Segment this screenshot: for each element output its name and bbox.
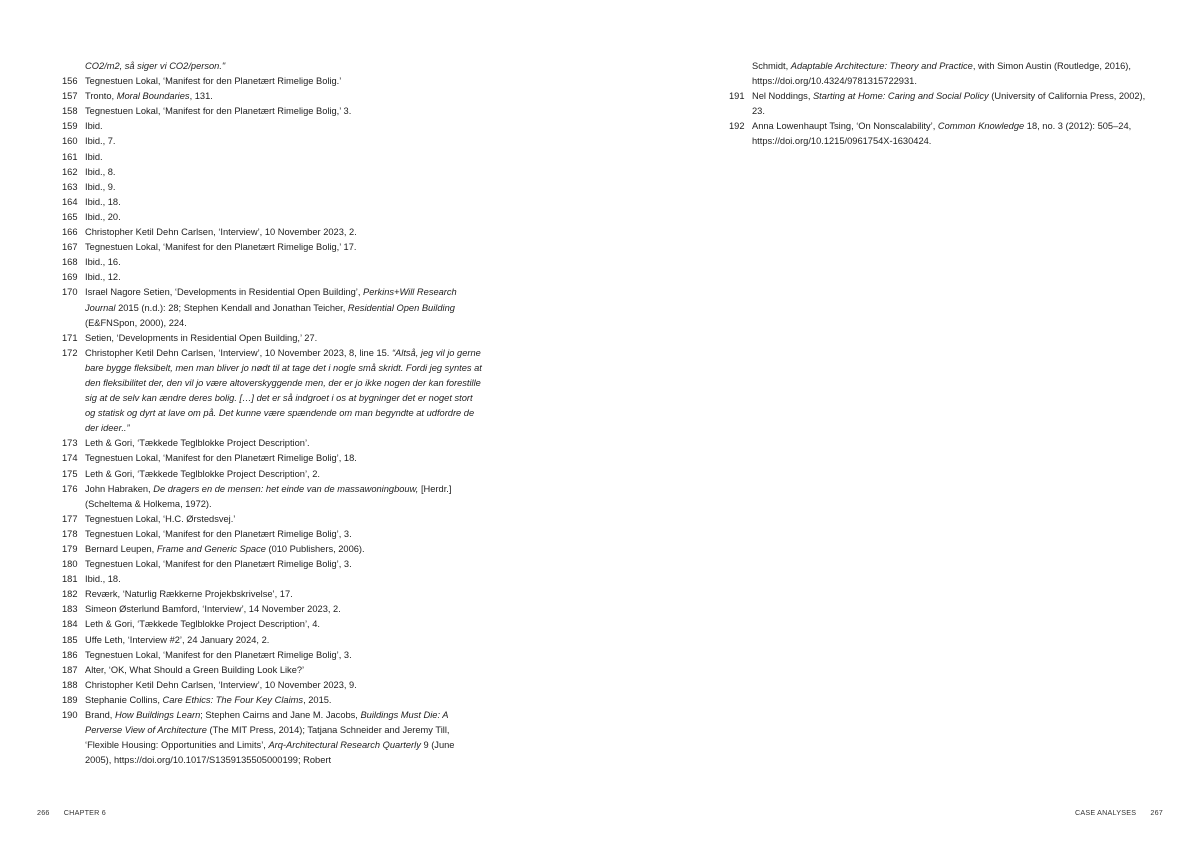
footnote-number: 163 bbox=[62, 181, 78, 192]
note-text: 2015 (n.d.): 28; Stephen Kendall and Jonathan Teicher, bbox=[115, 302, 348, 313]
footnote-text bbox=[85, 89, 482, 104]
footnote-text bbox=[85, 150, 482, 165]
footnote bbox=[62, 210, 482, 225]
footnote-text bbox=[85, 225, 482, 240]
footnote-number: 177 bbox=[62, 513, 78, 524]
note-text: Tegnestuen Lokal, ‘Manifest for den Planetært Rimelige Bolig,’ 3. bbox=[85, 106, 352, 117]
footnote-text bbox=[85, 436, 482, 451]
footnote bbox=[62, 104, 482, 119]
note-text: Schmidt, bbox=[752, 61, 791, 71]
footnote bbox=[62, 255, 482, 270]
note-text: Simeon Østerlund Bamford, ‘Interview’, 14 November 2023, 2. bbox=[85, 604, 341, 615]
note-text: 9 (June 2005), https://doi.org/10.1017/S1359135505000199; Robert bbox=[85, 740, 455, 766]
footnote-text bbox=[85, 587, 482, 602]
note-text: Ibid. bbox=[85, 121, 103, 132]
footnote bbox=[62, 482, 482, 512]
footnote-number: 182 bbox=[62, 589, 78, 600]
footnote-text bbox=[85, 708, 482, 768]
note-text: Leth & Gori, ‘Tækkede Teglblokke Project Description’. bbox=[85, 438, 310, 449]
footnote-number: 160 bbox=[62, 136, 78, 147]
footnote-number: 157 bbox=[62, 91, 78, 102]
footnote bbox=[62, 119, 482, 134]
note-text: Ibid., 9. bbox=[85, 181, 116, 192]
footnote bbox=[62, 678, 482, 693]
footnote-text bbox=[85, 557, 482, 572]
footnote bbox=[62, 285, 482, 330]
footnote-text bbox=[85, 693, 482, 708]
footnote bbox=[62, 467, 482, 482]
footnote bbox=[62, 134, 482, 149]
footnote bbox=[62, 557, 482, 572]
note-text: Tegnestuen Lokal, ‘Manifest for den Planetært Rimelige Bolig,’ 17. bbox=[85, 242, 357, 253]
footnote-number: 169 bbox=[62, 272, 78, 283]
footnote-number: 175 bbox=[62, 468, 78, 479]
footnote-text bbox=[85, 134, 482, 149]
page-number: 266 bbox=[37, 808, 50, 817]
footnote bbox=[62, 648, 482, 663]
footnote bbox=[62, 346, 482, 437]
footnote-number: 161 bbox=[62, 151, 78, 162]
note-text: Stephanie Collins, bbox=[85, 694, 163, 705]
note-text: ; Stephen Cairns and Jane M. Jacobs, bbox=[200, 710, 361, 721]
footnote-number: 180 bbox=[62, 559, 78, 570]
italic-title: Starting at Home: Caring and Social Policy bbox=[812, 91, 989, 102]
footnote-text bbox=[85, 482, 482, 512]
footnote-number: 156 bbox=[62, 76, 78, 87]
footnote bbox=[62, 587, 482, 602]
footnote-text bbox=[85, 451, 482, 466]
footnote-text bbox=[85, 527, 482, 542]
footnote-number: 159 bbox=[62, 121, 78, 132]
footnote bbox=[729, 119, 1149, 149]
italic-title: Frame and Generic Space bbox=[156, 544, 266, 554]
note-text: Ibid., 16. bbox=[85, 257, 121, 268]
footnote-text bbox=[85, 240, 482, 255]
note-text: , with Simon Austin (Routledge, 2016), https://doi.org/10.4324/9781315722931. bbox=[752, 61, 1131, 87]
italic-title: “Altså, jeg vil jo gerne bare bygge fleksibelt, men man bliver jo nødt til at tage det i nogle små skridt. Fordi jeg syntes at den fleksibilitet der, den vil jo være altoverskyggende men, der er jo ikke nogen der kan forestille sig at de selv kan ændre deres bolig. […] det er så indgroet i os at bygninger det er noget stort og statisk og dyrt at lave om på. Det kunne være spændende om man begyndte at udfordre de der ideer..” bbox=[85, 347, 482, 434]
footnote bbox=[62, 542, 482, 557]
footnote bbox=[62, 240, 482, 255]
footnote bbox=[729, 89, 1149, 119]
footnote-number: 173 bbox=[62, 438, 78, 449]
note-text: Anna Lowenhaupt Tsing, ‘On Nonscalability’, bbox=[752, 121, 938, 132]
note-text: John Habraken, bbox=[85, 483, 154, 494]
footnote-number: 190 bbox=[62, 710, 78, 721]
footnote bbox=[62, 451, 482, 466]
italic-title: Common Knowledge bbox=[937, 121, 1025, 132]
note-text: (University of California Press, 2002), 23. bbox=[752, 91, 1146, 117]
footnote-number: 164 bbox=[62, 196, 78, 207]
note-text: (The MIT Press, 2014); Tatjana Schneider and Jeremy Till, ‘Flexible Housing: Opportunities and Limits’, bbox=[85, 725, 450, 751]
note-text: Tegnestuen Lokal, ‘Manifest for den Planetært Rimelige Bolig’, 3. bbox=[85, 559, 352, 570]
note-text: Leth & Gori, ‘Tækkede Teglblokke Project Description’, 2. bbox=[85, 468, 320, 479]
note-text: Christopher Ketil Dehn Carlsen, ‘Interview’, 10 November 2023, 9. bbox=[85, 679, 357, 690]
note-text: Leth & Gori, ‘Tækkede Teglblokke Project Description’, 4. bbox=[85, 619, 320, 630]
right-notes-list bbox=[729, 89, 1149, 149]
footnote-text bbox=[85, 195, 482, 210]
footnote-number: 189 bbox=[62, 694, 78, 705]
running-head: CASE ANALYSES bbox=[1075, 808, 1137, 817]
footnote bbox=[62, 633, 482, 648]
footnote-text bbox=[85, 119, 482, 134]
italic-title: Care Ethics: The Four Key Claims bbox=[162, 694, 304, 705]
footnote-number: 183 bbox=[62, 604, 78, 615]
footnote-text bbox=[85, 285, 482, 330]
footnote-number: 174 bbox=[62, 453, 78, 464]
footnote-number: 176 bbox=[62, 483, 78, 494]
footnote-number: 185 bbox=[62, 634, 78, 645]
note-text: , 2015. bbox=[303, 694, 332, 705]
note-text: Uffe Leth, ‘Interview #2’, 24 January 2024, 2. bbox=[85, 634, 270, 645]
footnote-number: 186 bbox=[62, 649, 78, 660]
note-continuation bbox=[729, 59, 1149, 89]
footnote-number: 178 bbox=[62, 528, 78, 539]
note-text: Tegnestuen Lokal, ‘Manifest for den Planetært Rimelige Bolig’, 3. bbox=[85, 528, 352, 539]
footnote-number: 165 bbox=[62, 211, 78, 222]
note-text: Christopher Ketil Dehn Carlsen, ‘Interview’, 10 November 2023, 2. bbox=[85, 227, 357, 238]
note-text: Tronto, bbox=[85, 91, 117, 102]
note-continuation: CO2/m2, så siger vi CO2/person." bbox=[85, 61, 226, 71]
footnote bbox=[62, 331, 482, 346]
note-text: Ibid., 12. bbox=[85, 272, 121, 283]
left-notes-list bbox=[62, 74, 482, 768]
footnote-text bbox=[85, 663, 482, 678]
note-text: Ibid., 7. bbox=[85, 136, 116, 147]
note-text: Tegnestuen Lokal, ‘H.C. Ørstedsvej.’ bbox=[85, 513, 236, 524]
footnote bbox=[62, 602, 482, 617]
footnote bbox=[62, 74, 482, 89]
footnote-text bbox=[85, 104, 482, 119]
italic-title: Buildings Must Die: A Perverse View of Architecture bbox=[85, 710, 449, 736]
footnote-text bbox=[85, 678, 482, 693]
footnote-text bbox=[752, 89, 1149, 119]
italic-title: Arq-Architectural Research Quarterly bbox=[268, 740, 421, 751]
footnote-number: 166 bbox=[62, 227, 78, 238]
italic-title: Perkins+Will Research Journal bbox=[85, 287, 457, 313]
footnote-text bbox=[85, 572, 482, 587]
footnote-number: 170 bbox=[62, 287, 78, 298]
footnote-number: 167 bbox=[62, 242, 78, 253]
note-text: Alter, ‘OK, What Should a Green Building Look Like?’ bbox=[85, 664, 305, 675]
footnote bbox=[62, 165, 482, 180]
footnote bbox=[62, 436, 482, 451]
footnote-number: 162 bbox=[62, 166, 78, 177]
footnote bbox=[62, 708, 482, 768]
footnote-text bbox=[85, 210, 482, 225]
footnote-text bbox=[85, 331, 482, 346]
footnote-number: 171 bbox=[62, 332, 78, 343]
note-text: Setien, ‘Developments in Residential Open Building,’ 27. bbox=[85, 332, 318, 343]
footnote-text bbox=[85, 467, 482, 482]
note-text: Reværk, ‘Naturlig Rækkerne Projekbskrivelse’, 17. bbox=[85, 589, 293, 600]
note-text: (010 Publishers, 2006). bbox=[265, 544, 365, 554]
footnote bbox=[62, 225, 482, 240]
note-text: Ibid., 20. bbox=[85, 211, 121, 222]
note-text: Ibid., 8. bbox=[85, 166, 116, 177]
footnote-number: 191 bbox=[729, 91, 745, 102]
left-notes-column bbox=[62, 59, 482, 768]
note-text: Tegnestuen Lokal, ‘Manifest for den Planetært Rimelige Bolig’, 3. bbox=[85, 649, 352, 660]
note-text: Tegnestuen Lokal, ‘Manifest for den Planetært Rimelige Bolig’, 18. bbox=[85, 453, 357, 464]
footnote-text bbox=[752, 119, 1149, 149]
note-text: Ibid. bbox=[85, 151, 103, 162]
note-text: Christopher Ketil Dehn Carlsen, ‘Interview’, 10 November 2023, 8, line 15. bbox=[85, 347, 392, 358]
right-notes-column bbox=[729, 59, 1149, 150]
footnote-number: 192 bbox=[729, 121, 745, 132]
note-text: 18, no. 3 (2012): 505–24, https://doi.org/10.1215/0961754X-1630424. bbox=[752, 121, 1132, 147]
footnote-text bbox=[85, 512, 482, 527]
footnote-text bbox=[85, 648, 482, 663]
footnote bbox=[62, 693, 482, 708]
footer-left bbox=[37, 808, 118, 817]
footnote-text bbox=[85, 617, 482, 632]
footnote-text bbox=[85, 602, 482, 617]
footnote-number: 181 bbox=[62, 574, 78, 585]
footnote-text bbox=[85, 542, 482, 557]
footer-right bbox=[1063, 808, 1163, 817]
footnote bbox=[62, 180, 482, 195]
note-text: Nel Noddings, bbox=[752, 91, 813, 102]
italic-title: Residential Open Building bbox=[347, 302, 455, 313]
running-head: CHAPTER 6 bbox=[63, 808, 106, 817]
note-text: Ibid., 18. bbox=[85, 196, 121, 207]
footnote bbox=[62, 663, 482, 678]
footnote-text bbox=[85, 633, 482, 648]
footnote bbox=[62, 150, 482, 165]
footnote-number: 187 bbox=[62, 664, 78, 675]
footnote-number: 172 bbox=[62, 347, 78, 358]
note-text: (E&FNSpon, 2000), 224. bbox=[85, 317, 187, 328]
footnote-number: 184 bbox=[62, 619, 78, 630]
footnote-text bbox=[85, 346, 482, 437]
footnote-number: 188 bbox=[62, 679, 78, 690]
note-text: Ibid., 18. bbox=[85, 574, 121, 585]
note-text: [Herdr.] (Scheltema & Holkema, 1972). bbox=[85, 483, 452, 509]
footnote bbox=[62, 572, 482, 587]
note-text: Bernard Leupen, bbox=[85, 544, 157, 554]
footnote-number: 158 bbox=[62, 106, 78, 117]
footnote-text bbox=[85, 74, 482, 89]
italic-title: How Buildings Learn bbox=[114, 710, 201, 721]
footnote bbox=[62, 89, 482, 104]
note-text: , 131. bbox=[189, 91, 213, 102]
footnote-text bbox=[85, 180, 482, 195]
footnote-number: 179 bbox=[62, 544, 78, 554]
footnote-text bbox=[85, 255, 482, 270]
italic-title: Moral Boundaries bbox=[116, 91, 190, 102]
footnote bbox=[62, 270, 482, 285]
footnote bbox=[62, 195, 482, 210]
footnote-text bbox=[85, 270, 482, 285]
footnote-text bbox=[85, 165, 482, 180]
footnote bbox=[62, 512, 482, 527]
italic-title: De dragers en de mensen: het einde van de massawoningbouw, bbox=[153, 483, 419, 494]
note-text: Israel Nagore Setien, ‘Developments in Residential Open Building’, bbox=[85, 287, 364, 298]
footnote bbox=[62, 617, 482, 632]
italic-title: Adaptable Architecture: Theory and Practice bbox=[790, 61, 973, 71]
footnote bbox=[62, 527, 482, 542]
note-text: Tegnestuen Lokal, ‘Manifest for den Planetært Rimelige Bolig.’ bbox=[85, 76, 342, 87]
note-text: Brand, bbox=[85, 710, 115, 721]
page-number: 267 bbox=[1150, 808, 1163, 817]
footnote-number: 168 bbox=[62, 257, 78, 268]
